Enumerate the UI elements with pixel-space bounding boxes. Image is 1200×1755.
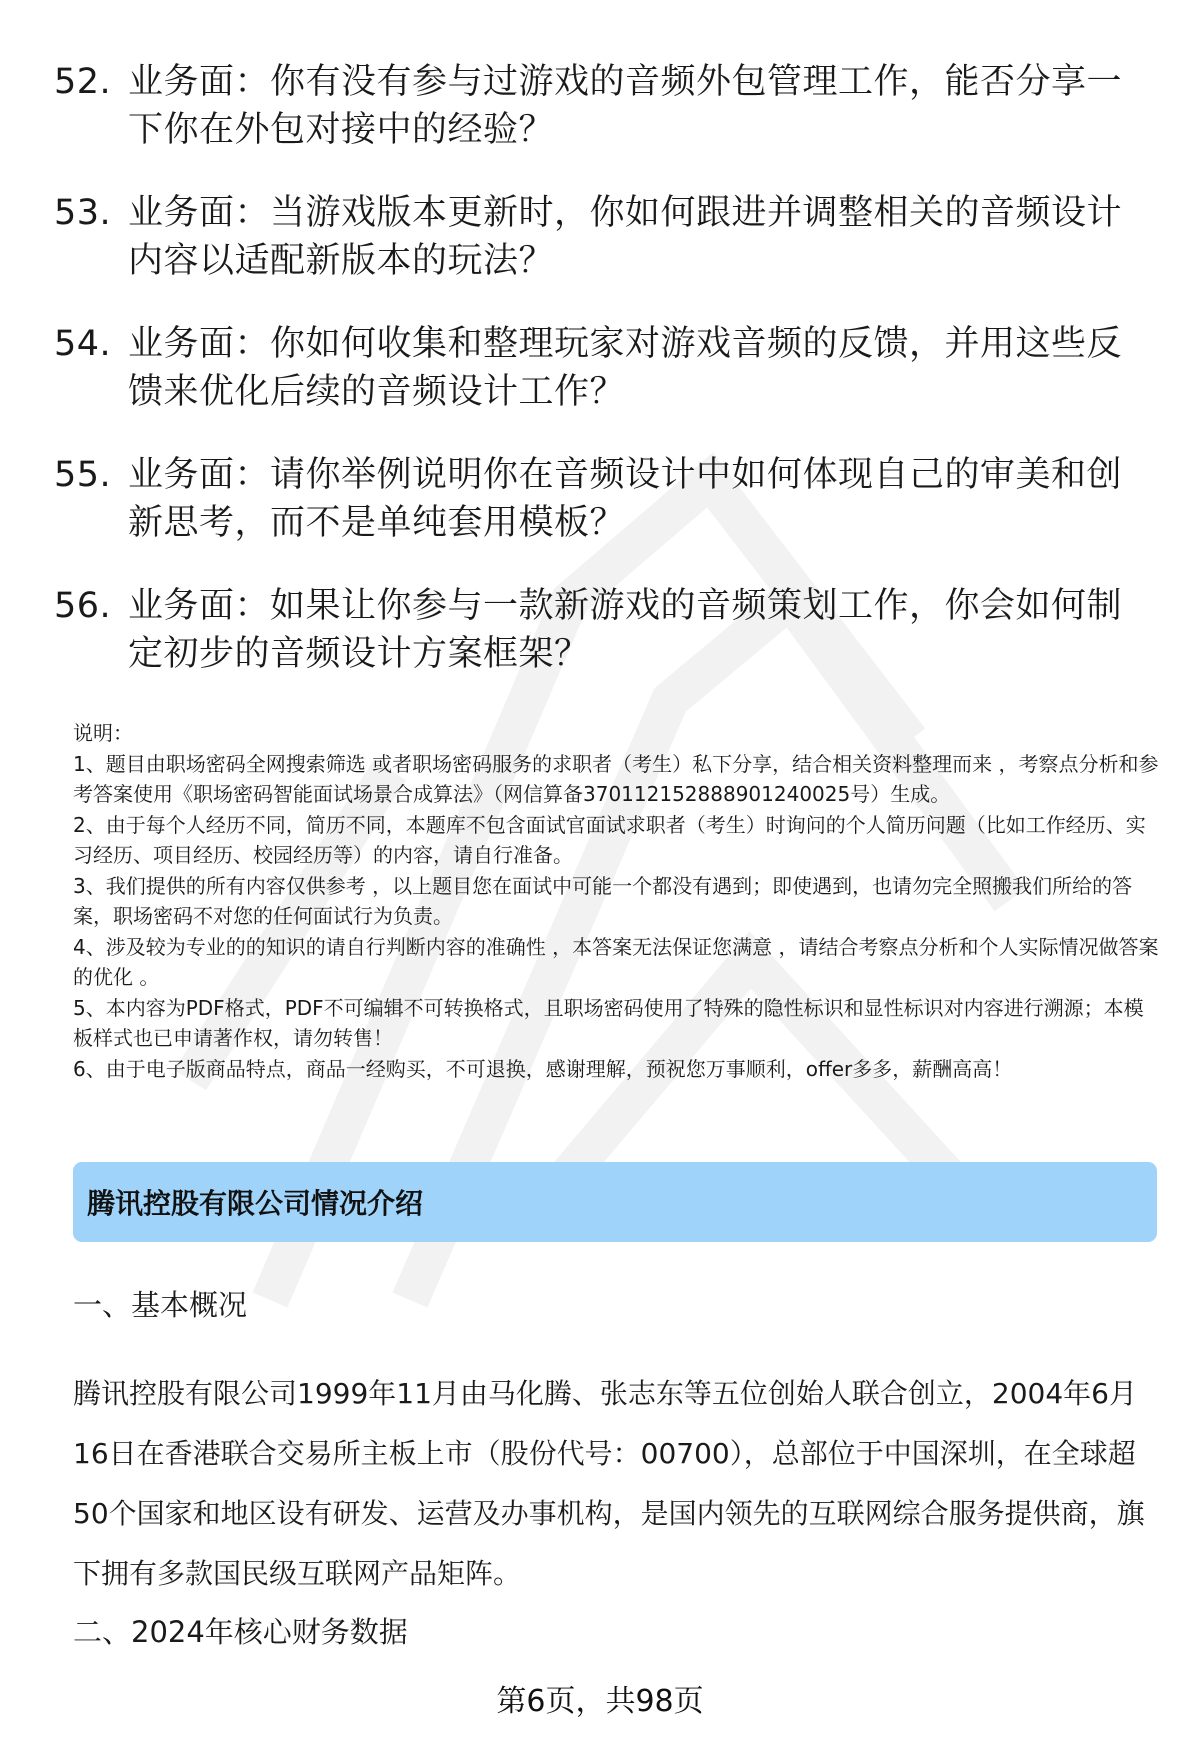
note-item: 3、我们提供的所有内容仅供参考 ，以上题目您在面试中可能一个都没有遇到；即使遇到，也请勿完全照搬我们所给的答案，职场密码不对您的任何面试行为负责。 bbox=[73, 873, 1133, 928]
company-intro-paragraph: 腾讯控股有限公司1999年11月由马化腾、张志东等五位创始人联合创立，2004年6月16日在香港联合交易所主板上市（股份代号：00700），总部位于中国深圳，在全球超50个国家和地区设有研发、运营及办事机构，是国内领先的互联网综合服务提供商，旗下拥有多款国民级互联网产品矩阵。 bbox=[73, 1377, 1145, 1590]
section-banner-title: 腾讯控股有限公司情况介绍 bbox=[87, 1187, 424, 1220]
question-number: 53. bbox=[54, 193, 112, 233]
disclaimer-notes bbox=[73, 718, 1163, 1084]
question-item bbox=[0, 582, 1200, 678]
question-item bbox=[0, 451, 1200, 547]
question-item bbox=[0, 189, 1200, 285]
basic-overview-heading: 一、基本概况 bbox=[73, 1288, 248, 1322]
question-text: 业务面：你有没有参与过游戏的音频外包管理工作，能否分享一下你在外包对接中的经验？ bbox=[128, 62, 1123, 150]
question-item bbox=[0, 320, 1200, 416]
note-item: 6、由于电子版商品特点，商品一经购买，不可退换，感谢理解，预祝您万事顺利，offer多多，薪酬高高！ bbox=[73, 1056, 1013, 1081]
question-text: 业务面：当游戏版本更新时，你如何跟进并调整相关的音频设计内容以适配新版本的玩法？ bbox=[128, 193, 1123, 281]
note-item: 2、由于每个人经历不同，简历不同，本题库不包含面试官面试求职者（考生）时询问的个人简历问题（比如工作经历、实习经历、项目经历、校园经历等）的内容，请自行准备。 bbox=[73, 812, 1146, 867]
question-text: 业务面：你如何收集和整理玩家对游戏音频的反馈，并用这些反馈来优化后续的音频设计工作？ bbox=[128, 324, 1123, 412]
question-text: 业务面：如果让你参与一款新游戏的音频策划工作，你会如何制定初步的音频设计方案框架？ bbox=[128, 586, 1123, 674]
note-item: 4、涉及较为专业的的知识的请自行判断内容的准确性 ，本答案无法保证您满意 ，请结合考察点分析和个人实际情况做答案的优化 。 bbox=[73, 934, 1159, 989]
note-item: 5、本内容为PDF格式，PDF不可编辑不可转换格式，且职场密码使用了特殊的隐性标识和显性标识对内容进行溯源；本模板样式也已申请著作权，请勿转售！ bbox=[73, 995, 1144, 1050]
question-number: 52. bbox=[54, 62, 112, 102]
notes-title: 说明： bbox=[73, 721, 133, 745]
financial-data-heading: 二、2024年核心财务数据 bbox=[73, 1615, 408, 1649]
note-item: 1、题目由职场密码全网搜索筛选 或者职场密码服务的求职者（考生）私下分享，结合相关资料整理而来 ，考察点分析和参考答案使用《职场密码智能面试场景合成算法》（网信算备370112152888901240025号）生成。 bbox=[73, 751, 1159, 806]
question-number: 56. bbox=[54, 586, 112, 626]
question-item bbox=[0, 58, 1200, 154]
page-number-footer: 第6页，共98页 bbox=[496, 1684, 704, 1719]
question-list bbox=[0, 58, 1200, 713]
company-section-banner bbox=[73, 1162, 1157, 1242]
question-number: 55. bbox=[54, 455, 112, 495]
question-text: 业务面：请你举例说明你在音频设计中如何体现自己的审美和创新思考，而不是单纯套用模板？ bbox=[128, 455, 1123, 543]
question-number: 54. bbox=[54, 324, 112, 364]
